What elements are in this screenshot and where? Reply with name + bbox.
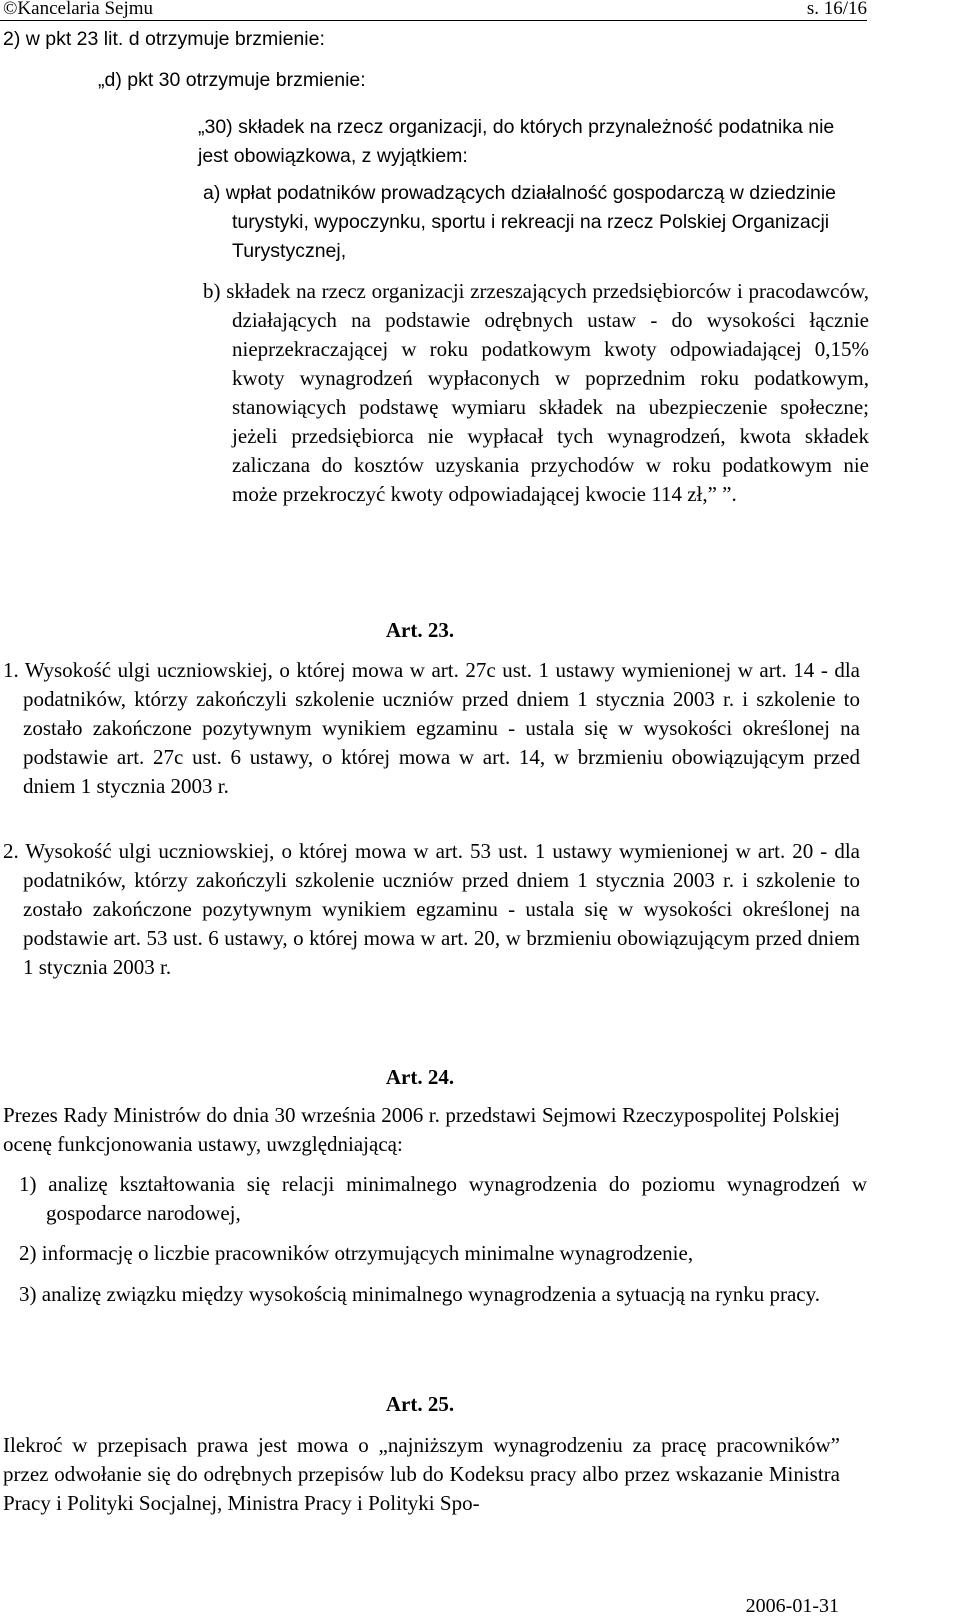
art-24-intro: Prezes Rady Ministrów do dnia 30 września 2006 r. przedstawi Sejmowi Rzeczypospolitej Polskiej ocenę funkcjonowania ustawy, uwzględniającą: [3, 1103, 840, 1156]
art-25-heading: Art. 25. [385, 1392, 455, 1416]
amendment-sub-intro: „d) pkt 30 otrzymuje brzmienie: [98, 69, 366, 91]
footer-date: 2006-01-31 [745, 1595, 839, 1617]
art-24-item-3: 3) analizę związku między wysokością minimalnego wynagrodzenia a sytuacją na rynku pracy. [19, 1282, 821, 1306]
art-24-item-2: 2) informację o liczbie pracowników otrzymujących minimalne wynagrodzenie, [19, 1241, 694, 1265]
art-23-paragraph-1: 1. Wysokość ulgi uczniowskiej, o której mowa w art. 27c ust. 1 ustawy wymienionej w art. 14 - dla podatników, którzy zakończyli szkolenie uczniów przed dniem 1 stycznia 2003 r. i szkolenie to zostało zakończone pozytywnym wynikiem egzaminu - ustala się w wysokości określonej na podstawie art. 27c ust. 6 ustawy, o której mowa w art. 14, w brzmieniu obowiązującym przed dniem 1 stycznia 2003 r. [3, 658, 860, 798]
art-24-heading: Art. 24. [385, 1065, 455, 1089]
amendment-intro: 2) w pkt 23 lit. d otrzymuje brzmienie: [3, 28, 325, 50]
art-23-heading: Art. 23. [385, 618, 455, 642]
art-24-item-1: 1) analizę kształtowania się relacji minimalnego wynagrodzenia do poziomu wynagrodzeń w gospodarce narodowej, [19, 1172, 867, 1225]
header-page-number: s. 16/16 [806, 0, 867, 19]
art-25-text: Ilekroć w przepisach prawa jest mowa o „najniższym wynagrodzeniu za pracę pracowników” przez odwołanie się do odrębnych przepisów lub do Kodeksu pracy albo przez wskazanie Ministra Pracy i Polityki Socjalnej, Ministra Pracy i Polityki Spo- [3, 1433, 840, 1515]
header-source: ©Kancelaria Sejmu [3, 0, 154, 19]
amendment-point-30: „30) składek na rzecz organizacji, do których przynależność podatnika nie jest obowiązkowa, z wyjątkiem: [198, 116, 835, 167]
amendment-item-a: a) wpłat podatników prowadzących działalność gospodarczą w dziedzinie turystyki, wypoczynku, sportu i rekreacji na rzecz Polskiej Organizacji Turystycznej, [203, 182, 837, 262]
amendment-item-b: b) składek na rzecz organizacji zrzeszających przedsiębiorców i pracodawców, działających na podstawie odrębnych ustaw - do wysokości łącznie nieprzekraczającej w roku podatkowym kwoty odpowiadającej 0,15% kwoty wynagrodzeń wypłaconych w poprzednim roku podatkowym, stanowiących podstawę wymiaru składek na ubezpieczenie społeczne; jeżeli przedsiębiorca nie wypłacał tych wynagrodzeń, kwota składek zaliczana do kosztów uzyskania przychodów w roku podatkowym nie może przekroczyć kwoty odpowiadającej kwocie 114 zł,” ”. [203, 279, 869, 506]
header-rule [0, 20, 867, 21]
art-23-paragraph-2: 2. Wysokość ulgi uczniowskiej, o której mowa w art. 53 ust. 1 ustawy wymienionej w art. 20 - dla podatników, którzy zakończyli szkolenie uczniów przed dniem 1 stycznia 2003 r. i szkolenie to zostało zakończone pozytywnym wynikiem egzaminu - ustala się w wysokości określonej na podstawie art. 53 ust. 6 ustawy, o której mowa w art. 20, w brzmieniu obowiązującym przed dniem 1 stycznia 2003 r. [3, 839, 860, 979]
